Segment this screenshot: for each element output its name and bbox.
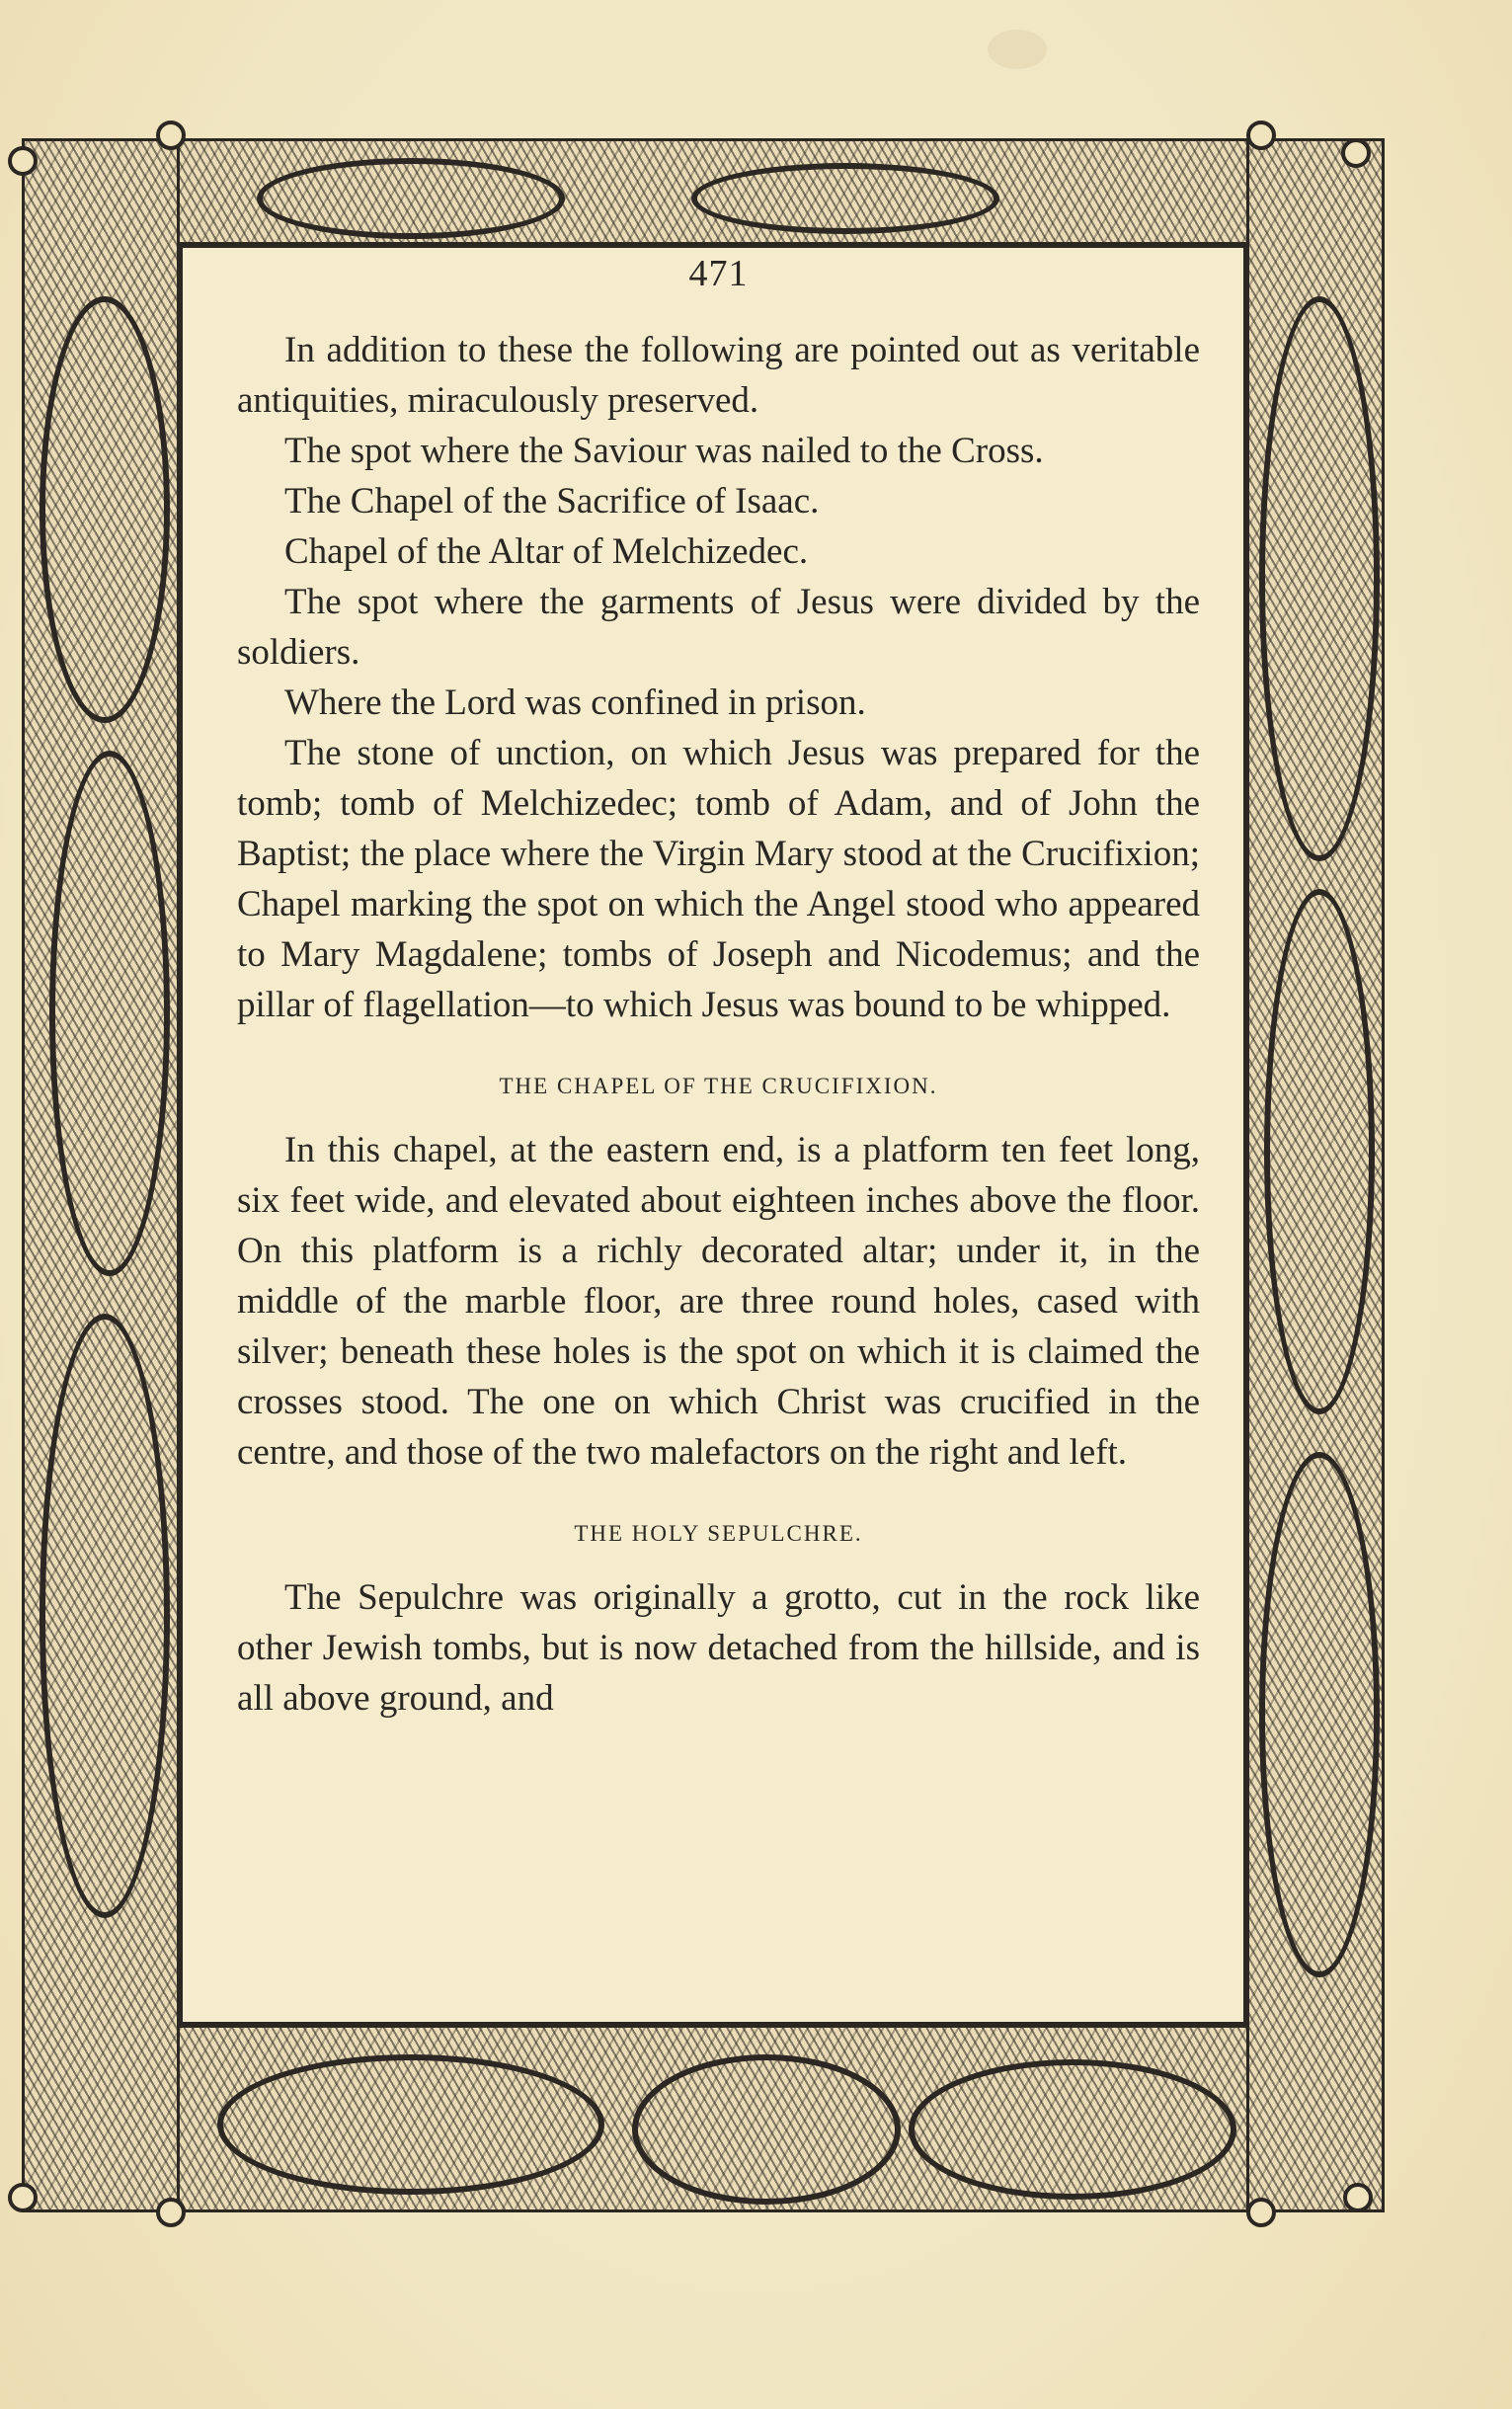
page-number: 471 (688, 253, 749, 294)
section-heading-crucifixion: THE CHAPEL OF THE CRUCIFIXION. (499, 1074, 938, 1098)
corner-knob (156, 120, 186, 150)
vine-ornament (1264, 889, 1375, 1414)
corner-knob (156, 2198, 186, 2227)
vine-ornament (40, 296, 170, 723)
paragraph: Where the Lord was confined in prison. (284, 683, 866, 723)
section-heading-sepulchre: THE HOLY SEPULCHRE. (574, 1521, 863, 1546)
paragraph: The spot where the garments of Jesus were divided by the soldiers. (237, 582, 1200, 673)
vine-ornament (1259, 296, 1380, 861)
scroll-ornament (691, 163, 999, 234)
paragraph: In this chapel, at the eastern end, is a platform ten feet long, six feet wide, and elevated about eighteen inches above the floor. On this platform is a richly decorated altar; under it, in the middle of the marble floor, are three round holes, cased with silver; beneath these holes is the spot on which it is claimed the crosses stood. The one on which Christ was crucified in the centre, and those of the two malefactors on the right and left. (237, 1130, 1200, 1473)
corner-knob (1246, 120, 1276, 150)
corner-knob (1343, 2183, 1373, 2212)
paragraph: The Sepulchre was originally a grotto, cut in the rock like other Jewish tombs, but is now detached from the hillside, and is all above ground, and (237, 1577, 1200, 1719)
scroll-ornament (632, 2054, 901, 2205)
paragraph: The stone of unction, on which Jesus was prepared for the tomb; tomb of Melchizedec; tomb of Adam, and of John the Baptist; the place where the Virgin Mary stood at the Crucifixion; Chapel marking the spot on which the Angel stood who appeared to Mary Magdalene; tombs of Joseph and Nicodemus; and the pillar of flagellation—to which Jesus was bound to be whipped. (237, 733, 1200, 1025)
scroll-ornament (909, 2059, 1236, 2200)
vine-ornament (49, 751, 170, 1276)
paragraph: Chapel of the Altar of Melchizedec. (284, 531, 809, 572)
scroll-ornament (257, 158, 565, 239)
paragraph: The Chapel of the Sacrifice of Isaac. (284, 481, 820, 522)
paragraph: In addition to these the following are pointed out as veritable antiquities, miraculously preserved. (237, 330, 1200, 421)
page-content (237, 252, 1200, 1724)
corner-knob (8, 2183, 38, 2212)
scroll-ornament (217, 2054, 604, 2195)
paragraph: The spot where the Saviour was nailed to the Cross. (284, 431, 1044, 471)
paper-stain (988, 30, 1047, 69)
corner-knob (1246, 2198, 1276, 2227)
vine-ornament (1259, 1452, 1380, 1977)
corner-knob (1341, 138, 1371, 168)
corner-knob (8, 146, 38, 176)
vine-ornament (40, 1314, 170, 1918)
